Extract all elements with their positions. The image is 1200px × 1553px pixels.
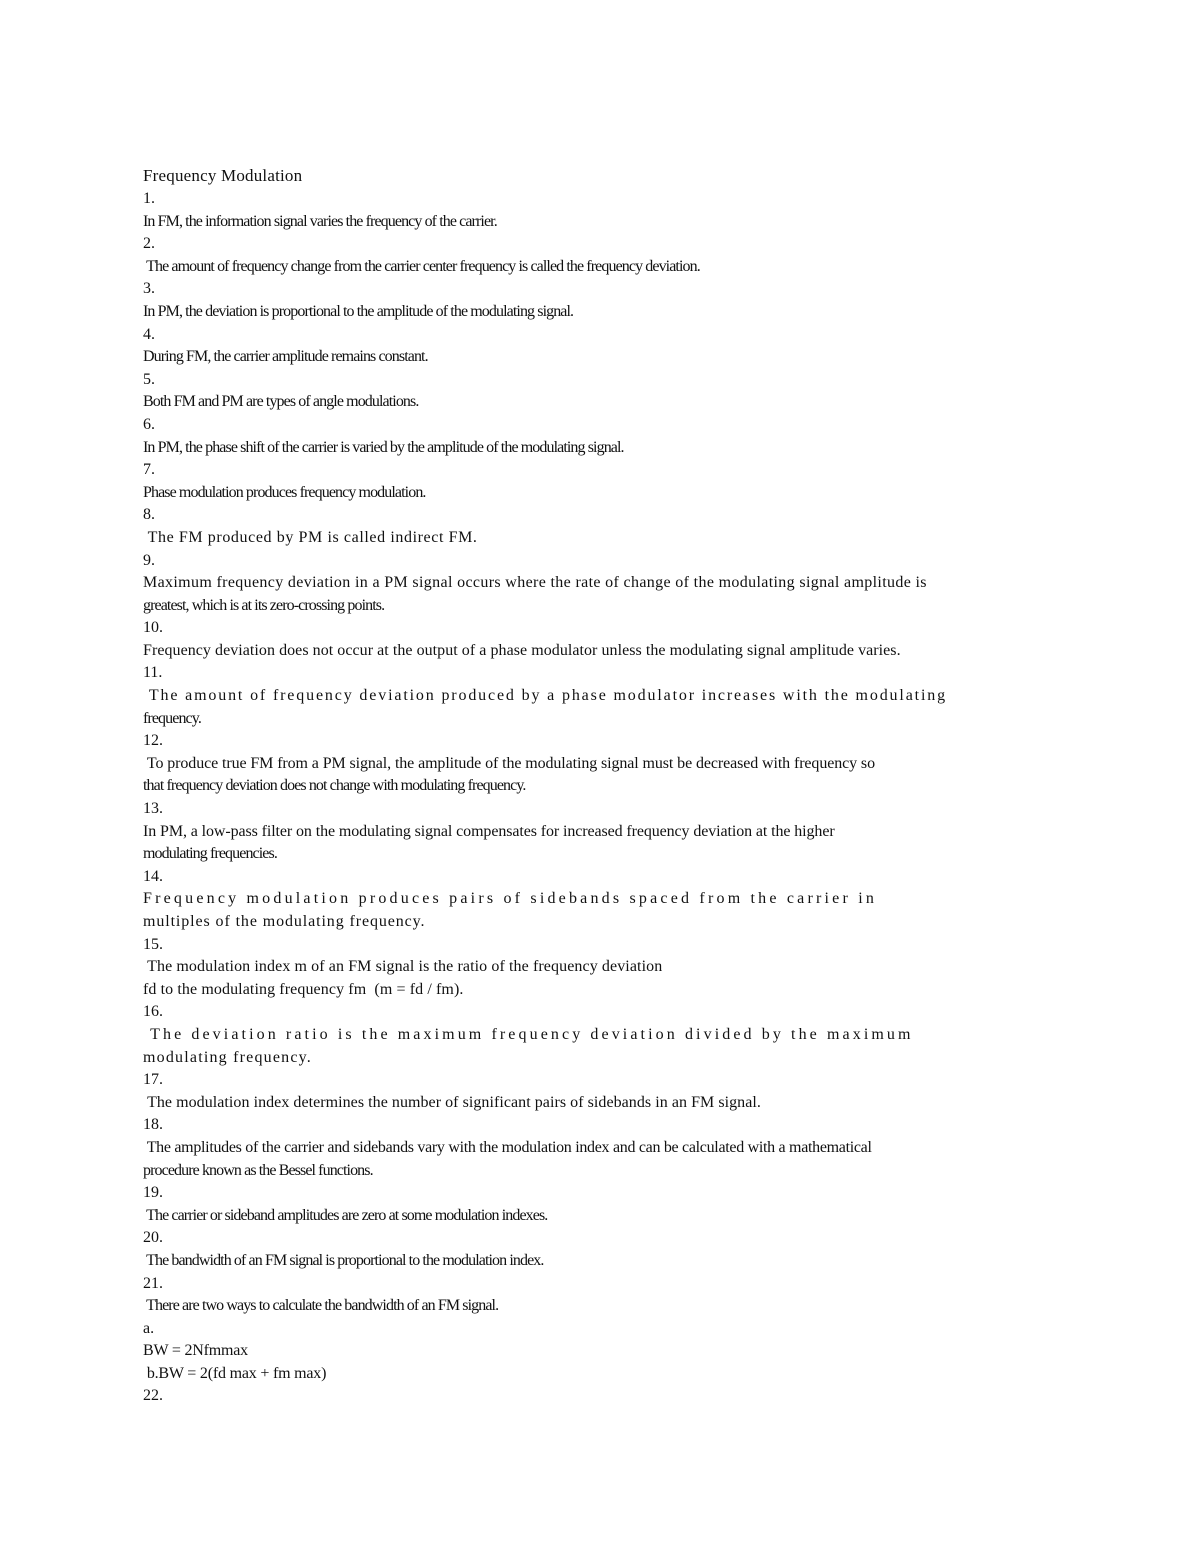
bandwidth-formula-b: b.BW = 2(fd max + fm max): [143, 1364, 327, 1382]
item-number: 22.: [143, 1387, 163, 1405]
item-text: The deviation ratio is the maximum frequency deviation divided by the maximum: [143, 1025, 914, 1043]
item-number: 11.: [143, 664, 163, 682]
item-text: In PM, the phase shift of the carrier is varied by the amplitude of the modulating signal.: [143, 438, 624, 456]
item-text: Both FM and PM are types of angle modulations.: [143, 393, 419, 411]
item-text: fd to the modulating frequency fm (m = fd / fm).: [143, 980, 464, 998]
item-number: 6.: [143, 415, 155, 433]
item-text: multiples of the modulating frequency.: [143, 913, 426, 930]
item-text: In PM, the deviation is proportional to the amplitude of the modulating signal.: [143, 302, 574, 320]
document-page: [143, 164, 1073, 1408]
item-text: The amount of frequency deviation produced by a phase modulator increases with the modulating: [143, 687, 947, 705]
item-text: The bandwidth of an FM signal is proportional to the modulation index.: [143, 1251, 544, 1269]
item-text: The modulation index determines the number of significant pairs of sidebands in an FM signal.: [143, 1093, 761, 1111]
item-number: 17.: [143, 1071, 163, 1089]
item-text: greatest, which is at its zero-crossing points.: [143, 596, 385, 614]
item-text: Frequency deviation does not occur at the output of a phase modulator unless the modulating signal amplitude varies.: [143, 641, 901, 659]
sub-item-label: a.: [143, 1319, 155, 1337]
item-number: 7.: [143, 461, 155, 479]
item-number: 5.: [143, 370, 155, 388]
item-text: In PM, a low-pass filter on the modulating signal compensates for increased frequency deviation at the higher: [143, 822, 835, 840]
item-number: 14.: [143, 867, 163, 885]
item-number: 13.: [143, 800, 163, 818]
item-number: 18.: [143, 1116, 163, 1134]
item-number: 16.: [143, 1003, 163, 1021]
item-text: frequency.: [143, 709, 201, 727]
item-text: Frequency modulation produces pairs of sidebands spaced from the carrier in: [143, 890, 878, 908]
bandwidth-formula-a: BW = 2Nfmmax: [143, 1342, 248, 1360]
item-text: The amplitudes of the carrier and sidebands vary with the modulation index and can be calculated with a mathematical: [143, 1138, 872, 1156]
item-number: 9.: [143, 551, 155, 569]
item-text: that frequency deviation does not change with modulating frequency.: [143, 777, 526, 795]
item-number: 1.: [143, 190, 155, 207]
item-number: 10.: [143, 619, 163, 637]
item-text: Phase modulation produces frequency modulation.: [143, 483, 426, 501]
item-number: 12.: [143, 732, 163, 750]
item-number: 15.: [143, 935, 163, 953]
item-number: 8.: [143, 506, 155, 524]
item-text: There are two ways to calculate the bandwidth of an FM signal.: [143, 1297, 499, 1315]
item-number: 21.: [143, 1274, 163, 1292]
item-text: The modulation index m of an FM signal is the ratio of the frequency deviation: [143, 958, 663, 976]
item-number: 20.: [143, 1229, 163, 1247]
item-text: To produce true FM from a PM signal, the amplitude of the modulating signal must be decreased with frequency so: [143, 754, 875, 772]
item-text: modulating frequencies.: [143, 845, 277, 863]
item-text: The carrier or sideband amplitudes are zero at some modulation indexes.: [143, 1206, 548, 1224]
item-number: 4.: [143, 325, 155, 343]
item-text: During FM, the carrier amplitude remains constant.: [143, 348, 428, 366]
item-text: Maximum frequency deviation in a PM signal occurs where the rate of change of the modulating signal amplitude is: [143, 574, 927, 592]
item-number: 2.: [143, 235, 155, 253]
item-number: 3.: [143, 280, 155, 298]
item-text: The FM produced by PM is called indirect FM.: [143, 528, 478, 546]
item-text: procedure known as the Bessel functions.: [143, 1161, 373, 1179]
item-text: modulating frequency.: [143, 1048, 313, 1066]
item-text: The amount of frequency change from the carrier center frequency is called the frequency deviation.: [143, 257, 700, 275]
item-number: 19.: [143, 1184, 163, 1202]
item-text: In FM, the information signal varies the frequency of the carrier.: [143, 212, 497, 230]
document-title: Frequency Modulation: [143, 166, 303, 185]
